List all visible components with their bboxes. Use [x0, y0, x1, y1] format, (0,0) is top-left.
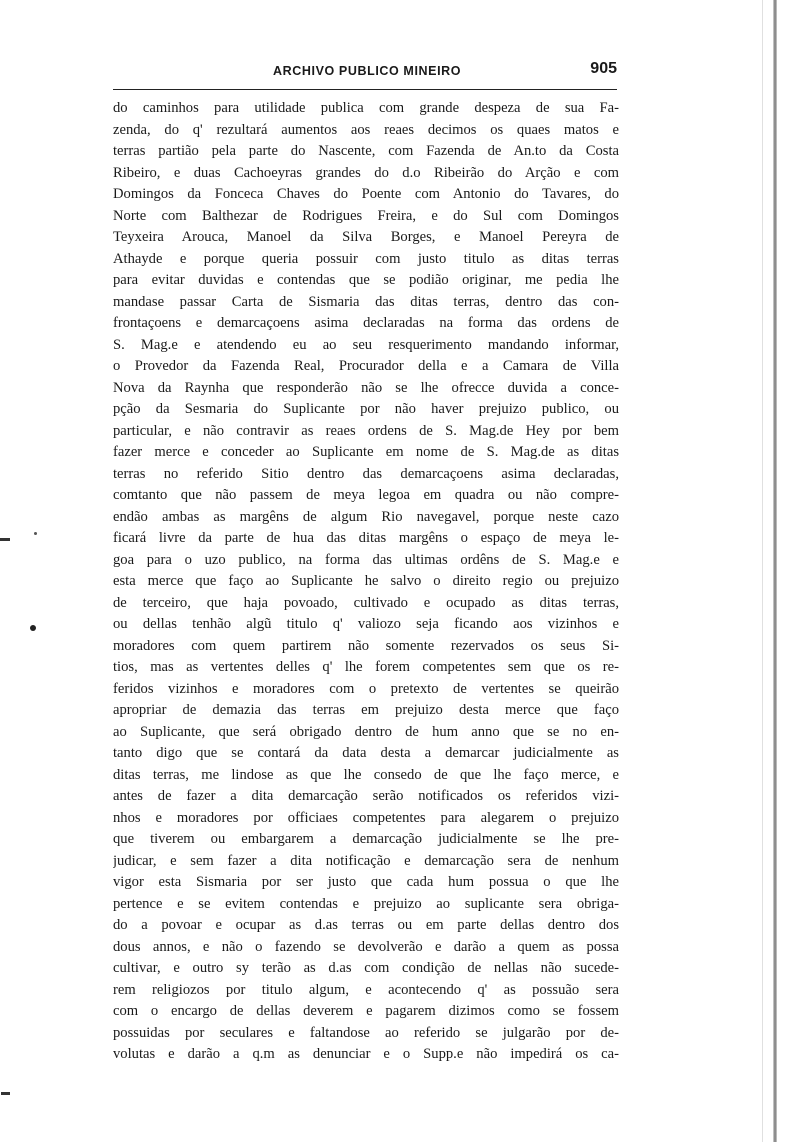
text-line: apropriar de demazia das terras em prejuizo desta merce que faço — [113, 702, 619, 718]
text-line: ditas terras, me lindose as que lhe consedo de que lhe faço merce, e — [113, 766, 619, 783]
text-line: frontaçoens e demarcaçoens asima declaradas na forma das ordens de — [113, 315, 619, 331]
text-line: rem religiozos por titulo algum, e acontecendo q' as possuão sera — [113, 981, 619, 998]
text-line: Norte com Balthezar de Rodrigues Freira, e do Sul com Domingos — [113, 207, 619, 224]
text-line: feridos vizinhos e moradores com o pretexto de vertentes se queirão — [113, 680, 619, 697]
binding-edge — [773, 0, 777, 1142]
text-line: pção da Sesmaria do Suplicante por não haver prejuizo publico, ou — [113, 401, 619, 417]
text-line: ao Suplicante, que será obrigado dentro de hum anno que se no en- — [113, 723, 619, 740]
text-line: goa para o uzo publico, na forma das ultimas ordêns de S. Mag.e e — [113, 551, 619, 568]
text-line: moradores com quem partirem não somente rezervados os seus Si- — [113, 637, 619, 654]
ink-spot — [34, 532, 37, 535]
text-line: esta merce que faço ao Suplicante he salvo o direito regio ou prejuizo — [113, 573, 619, 589]
text-line: zenda, do q' rezultará aumentos aos reaes decimos os quaes matos e — [113, 121, 619, 138]
text-line: o Provedor da Fazenda Real, Procurador della e a Camara de Villa — [113, 358, 619, 374]
text-line: para evitar duvidas e contendas que se podião originar, me pedia lhe — [113, 272, 619, 288]
text-line: endão ambas as margêns de algum Rio navegavel, porque neste cazo — [113, 508, 619, 525]
text-line: comtanto que não passem de meya legoa em quadra ou não compre- — [113, 487, 619, 503]
binding-edge-shadow — [762, 0, 763, 1142]
text-line: terras partião pela parte do Nascente, com Fazenda de An.to da Costa — [113, 143, 619, 159]
text-line: volutas e darão a q.m as denunciar e o Supp.e não impedirá os ca- — [113, 1046, 619, 1062]
text-line: Ribeiro, e duas Cachoeyras grandes do d.o Ribeirão do Arção e com — [113, 164, 619, 181]
page-header — [113, 60, 617, 84]
text-line: Nova da Raynha que responderão não se lhe ofrecce duvida a conce- — [113, 379, 619, 396]
text-line: S. Mag.e e atendendo eu ao seu resquerimento mandando informar, — [113, 336, 619, 353]
header-rule — [113, 89, 617, 90]
ink-spot — [30, 625, 36, 631]
text-line: nhos e moradores por officiaes competentes para alegarem o prejuizo — [113, 809, 619, 826]
text-line: de terceiro, que haja povoado, cultivado e ocupado as ditas terras, — [113, 594, 619, 611]
text-line: judicar, e sem fazer a dita notificação e demarcação sera de nenhum — [113, 852, 619, 869]
text-line: Domingos da Fonceca Chaves do Poente com Antonio do Tavares, do — [113, 186, 619, 202]
text-line: ficará livre da parte de hua das ditas margêns o espaço de meya le- — [113, 530, 619, 546]
text-line: particular, e não contravir as reaes ordens de S. Mag.de Hey por bem — [113, 422, 619, 439]
text-line: vigor esta Sismaria por ser justo que cada hum possua o que lhe — [113, 874, 619, 890]
text-line: tios, mas as vertentes delles q' lhe forem competentes sem que os re- — [113, 659, 619, 675]
text-line: cultivar, e outro sy terão as d.as com condição de nellas não sucede- — [113, 960, 619, 976]
text-line: que tiverem ou embargarem a demarcação judicialmente se lhe pre- — [113, 831, 619, 847]
text-line: tanto digo que se contará da data desta a demarcar judicialmente as — [113, 745, 619, 761]
text-line: fazer merce e conceder ao Suplicante em nome de S. Mag.de as ditas — [113, 444, 619, 460]
margin-mark — [1, 1092, 10, 1095]
text-line: Athayde e porque queria possuir com justo titulo as ditas terras — [113, 250, 619, 267]
text-line: com o encargo de dellas deverem e pagarem dizimos como se fossem — [113, 1003, 619, 1019]
text-line: possuidas por seculares e faltandose ao referido se julgarão por de- — [113, 1024, 619, 1041]
text-line: Teyxeira Arouca, Manoel da Silva Borges, e Manoel Pereyra de — [113, 229, 619, 245]
text-line: terras no referido Sitio dentro das demarcaçoens asima declaradas, — [113, 465, 619, 482]
text-line: mandase passar Carta de Sismaria das ditas terras, dentro das con- — [113, 293, 619, 310]
body-text — [113, 98, 619, 1066]
text-line: do caminhos para utilidade publica com grande despeza de sua Fa- — [113, 100, 619, 116]
running-title: ARCHIVO PUBLICO MINEIRO — [273, 64, 462, 78]
page-number: 905 — [590, 60, 617, 77]
text-line: do a povoar e ocupar as d.as terras ou em parte dellas dentro dos — [113, 917, 619, 933]
text-line: pertence e se evitem contendas e prejuizo ao suplicante sera obriga- — [113, 895, 619, 912]
text-line: ou dellas tenhão algũ titulo q' valiozo seja ficando aos vizinhos e — [113, 616, 619, 632]
margin-mark — [0, 538, 10, 541]
text-line: antes de fazer a dita demarcação serão notificados os referidos vizi- — [113, 788, 619, 804]
text-line: dous annos, e não o fazendo se devolverão e darão a quem as possa — [113, 938, 619, 955]
